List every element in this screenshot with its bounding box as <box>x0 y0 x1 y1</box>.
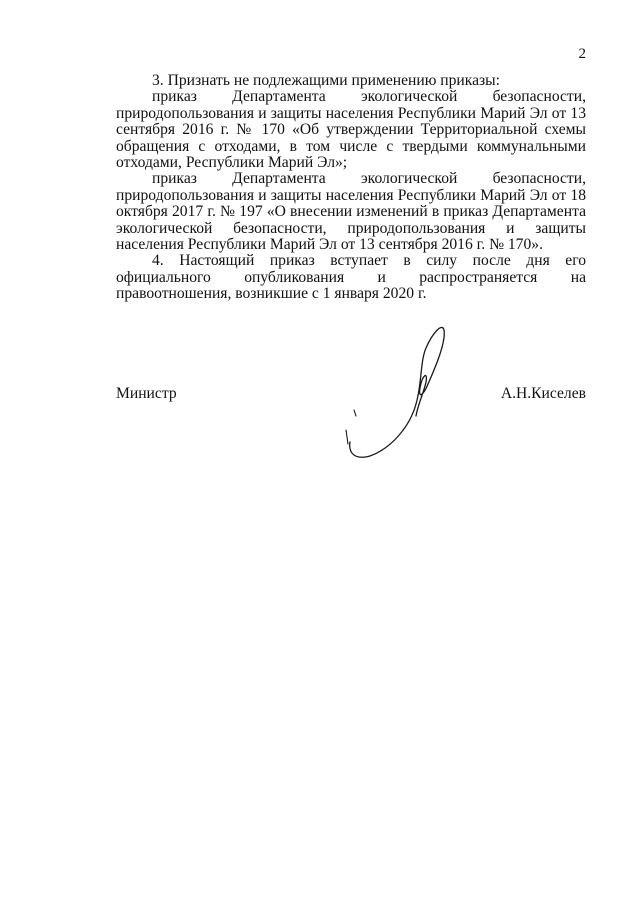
paragraph-item-3: 3. Признать не подлежащими применению приказы: <box>152 72 500 89</box>
signature-stroke-tail <box>346 430 348 444</box>
handwritten-signature <box>340 318 460 468</box>
paragraph-order-170: приказ Департамента экологической безопасности, природопользования и защиты населения Республики Марий Эл от 13 сентября 2016 г. № 170 «Об утверждении Территориальной схемы обращения с отходами, в том числе с твердыми коммунальными отходами, Республики Марий Эл»; <box>116 88 586 172</box>
signer-role: Министр <box>116 385 177 402</box>
signature-stroke-tick <box>354 410 356 416</box>
page-number: 2 <box>578 46 586 62</box>
signer-name: А.Н.Киселев <box>500 385 586 402</box>
signature-stroke-main <box>350 327 445 457</box>
paragraph-order-197: приказ Департамента экологической безопасности, природопользования и защиты населения Республики Марий Эл от 18 октября 2017 г. № 197 «О внесении изменений в приказ Департамента экологической безопасности, природопользования и защиты населения Республики Марий Эл от 13 сентября 2016 г. № 170». <box>116 170 586 254</box>
paragraph-item-4: 4. Настоящий приказ вступает в силу после дня его официального опубликования и распространяется на правоотношения, возникшие с 1 января 2020 г. <box>116 252 586 303</box>
document-body <box>116 73 586 303</box>
